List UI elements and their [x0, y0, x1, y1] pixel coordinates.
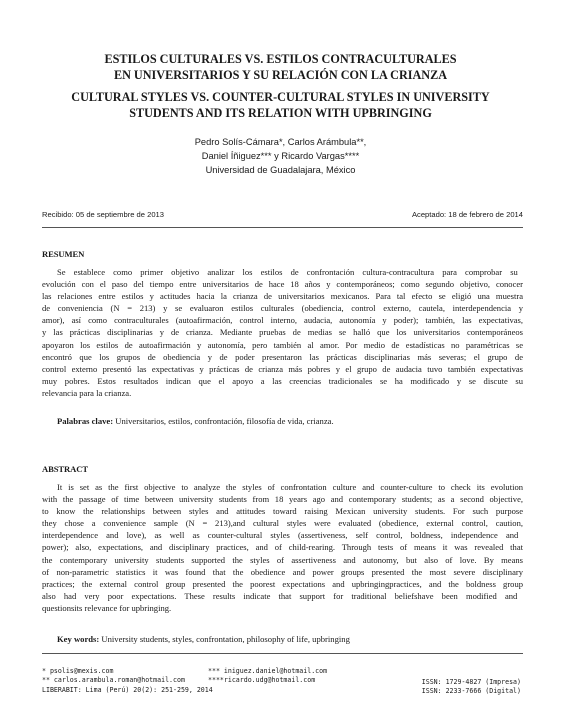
spanish-title-line-1: ESTILOS CULTURALES VS. ESTILOS CONTRACULTURALES: [104, 52, 457, 66]
resumen-line: Se establece como primer objetivo analizar los estilos de confrontación cultura-contracultura para comprobar su: [57, 267, 518, 277]
abstract-line: also had very poor expectations. These results indicate that support for traditional beliefshave been modified and: [42, 590, 518, 601]
footer-email-4: ****ricardo.udg@hotmail.com: [208, 676, 316, 685]
issn-digital: ISSN: 2233-7666 (Digital): [421, 687, 521, 696]
abstract-line: interdependence and love), as well as counter-cultural styles (assertiveness, self control, boldness, independence and: [42, 530, 519, 541]
footer-left: [42, 667, 213, 695]
journal-citation: LIBERABIT: Lima (Perú) 20(2): 251-259, 2014: [42, 685, 213, 694]
english-title-line-1: CULTURAL STYLES VS. COUNTER-CULTURAL STYLES IN UNIVERSITY: [71, 90, 490, 104]
authors-line-2: Daniel Íñiguez*** y Ricardo Vargas****: [201, 151, 360, 161]
abstract-line: power); also, expectations, and disciplinary practices, and of child-rearing. Through tests of means it was revealed that: [42, 542, 523, 553]
footer-divider: [42, 653, 523, 654]
spanish-keywords-label: Palabras clave:: [57, 416, 114, 426]
footer-middle: [208, 667, 327, 686]
resumen-line: relevancia para la crianza.: [42, 387, 132, 398]
abstract-body: [42, 481, 523, 614]
top-divider: [42, 227, 523, 228]
abstract-heading: ABSTRACT: [42, 464, 88, 474]
footer-email-1: * psolis@mexis.com: [42, 667, 114, 675]
abstract-line: of non-parametric statistics it was found that the obedience and power groups presented the most severe disciplinary: [42, 566, 523, 577]
spanish-keywords-text: Universitarios, estilos, confrontación, filosofía de vida, crianza.: [113, 416, 334, 426]
resumen-line: amor), así como contraculturales (autoafirmación, control interno, audacia, autonomía y poder); también, las expectativas,: [42, 315, 523, 326]
abstract-line: with the passage of time between university students from 18 years ago and contemporary students; as a second objective,: [42, 494, 523, 505]
authors-line-1: Pedro Solís-Cámara*, Carlos Arámbula**,: [194, 137, 367, 147]
resumen-line: las relaciones entre estilos y actitudes hacia la crianza de universitarios mexicanos. Para tal efecto se eligió una muestra: [42, 291, 523, 302]
affiliation: Universidad de Guadalajara, México: [205, 165, 356, 175]
abstract-line: It is set as the first objective to analyze the styles of confrontation culture and counter-culture to check its evolution: [57, 482, 523, 492]
resumen-line: evolución con el paso del tiempo entre universitarios de hace 18 años y contemporáneos; como segundo objetivo, conocer: [42, 279, 523, 290]
spanish-title: [40, 51, 521, 83]
english-keywords-label: Key words:: [57, 634, 100, 644]
received-date: Recibido: 05 de septiembre de 2013: [42, 210, 165, 219]
resumen-line: y las prácticas disciplinarias y de crianza. Mediante pruebas de medias se halló que los universitarios contemporáneos: [42, 327, 523, 338]
resumen-heading: RESUMEN: [42, 249, 85, 259]
resumen-line: control externo presentó las expectativas y prácticas de crianza más pobres y el grupo de audacia tuvo también expectativas: [42, 363, 523, 374]
abstract-line: to know the relationships between styles and attitudes toward raising Mexican university students. For such purpose: [42, 506, 523, 517]
spanish-title-line-2: EN UNIVERSITARIOS Y SU RELACIÓN CON LA CRIANZA: [113, 68, 448, 82]
issn-print: ISSN: 1729-4827 (Impresa): [421, 678, 521, 686]
resumen-line: encontró que los grupos de obediencia y de poder presentaron las prácticas disciplinarias más severas; el grupo de: [42, 351, 523, 362]
resumen-line: muy pobres. Estos resultados indican que el apoyo a las creencias tradicionales se ha modificado y se discute su: [42, 375, 523, 386]
author-block: [40, 135, 521, 177]
english-title-line-2: STUDENTS AND ITS RELATION WITH UPBRINGING: [129, 106, 432, 120]
accepted-date: Aceptado: 18 de febrero de 2014: [411, 210, 523, 219]
english-title: [40, 89, 521, 121]
english-keywords: [57, 634, 350, 644]
resumen-line: de conveniencia (N = 213) y se evaluaron estilos culturales (obediencia, control externo, cautela, interdependencia y: [42, 303, 523, 314]
abstract-line: they chose a convenience sample (N = 213),and cultural styles were evaluated (obedience, external control, caution,: [42, 518, 523, 529]
spanish-keywords: [57, 416, 334, 426]
footer-email-3: *** iniguez.daniel@hotmail.com: [208, 667, 328, 675]
english-keywords-text: University students, styles, confrontation, philosophy of life, upbringing: [99, 634, 350, 644]
abstract-line: practices; the external control group presented the poorest expectations and upbringingpractices, and the boldness group: [42, 578, 523, 589]
footer-right: [422, 678, 521, 697]
resumen-body: [42, 266, 523, 399]
resumen-line: apoyaron los estilos de autoafirmación y autonomía, pero también al amor. Por medio de estadísticas no paramétricas se: [42, 339, 523, 350]
abstract-line: the contemporary university students supported the styles of assertiveness and autonomy, but also of love. By means: [42, 554, 523, 565]
footer-email-2: ** carlos.arambula.roman@hotmail.com: [42, 676, 185, 685]
abstract-line: questionsits relevance for upbringing.: [42, 602, 172, 613]
